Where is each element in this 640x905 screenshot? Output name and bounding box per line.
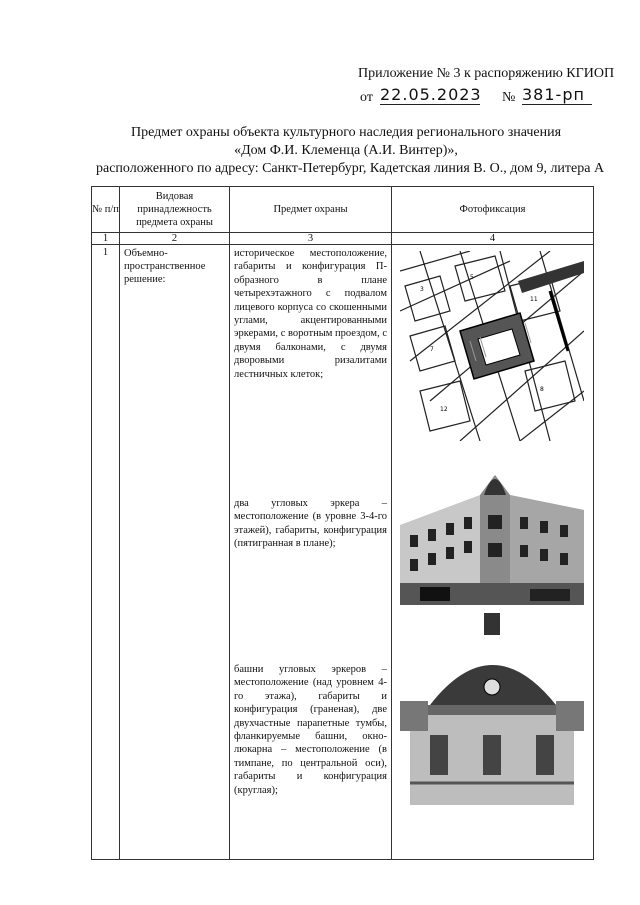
building-facade-photo (400, 455, 584, 605)
column-number-row (92, 233, 594, 245)
table-header-row (92, 187, 594, 233)
subject-item: историческое местоположение, габариты и конфигурация П-образного в плане четырехэтажного с подвалом лицевого корпуса со скошенными углами, акцентированными эркерами, с воротным проездом, с двумя балконами, с двумя дворовыми ризалитами лестничных клеток; (234, 248, 387, 380)
title-line-1: Предмет охраны объекта культурного наследия регионального значения (130, 125, 562, 140)
order-reference-line (360, 85, 592, 108)
header-subject: Предмет охраны (230, 187, 392, 233)
svg-text:8: 8 (540, 386, 544, 393)
table-row (92, 245, 594, 860)
subject-item: башни угловых эркеров – местоположение (над уровнем 4-го этажа), габариты и конфигурация (граненая), две двухчастные парапетные тумбы, фланкируемые башни, окно-люкарна – местоположение (в тимпане, по центральной оси), габариты и конфигурация (круглая); (234, 664, 387, 796)
column-number: 2 (120, 233, 230, 245)
svg-text:12: 12 (440, 406, 448, 413)
title-line-3: расположенного по адресу: Санкт-Петербург, Кадетская линия В. О., дом 9, литера А (96, 161, 605, 176)
row-subject-cell (230, 245, 392, 860)
svg-text:3: 3 (420, 286, 424, 293)
row-category: Объемно-пространственное решение: (120, 245, 230, 860)
document-title (96, 124, 605, 178)
svg-text:5: 5 (470, 274, 474, 281)
column-number: 4 (392, 233, 594, 245)
row-number: 1 (92, 245, 120, 860)
order-date: 22.05.2023 (380, 85, 482, 104)
column-number: 3 (230, 233, 392, 245)
order-number: 381-рп (522, 86, 592, 105)
title-line-2: «Дом Ф.И. Клеменца (А.И. Винтер)», (234, 143, 458, 158)
protection-table (91, 186, 594, 860)
svg-text:11: 11 (530, 296, 538, 303)
number-label: № (502, 90, 516, 105)
subject-item: два угловых эркера – местоположение (в уровне 3-4-го этажей), габариты, конфигурация (пятигранная в плане); (234, 498, 387, 550)
corner-tower-photo (400, 605, 584, 805)
svg-text:7: 7 (430, 346, 434, 353)
from-label: от (360, 90, 373, 105)
column-number: 1 (92, 233, 120, 245)
row-photo-cell (392, 245, 594, 860)
map-plan-photo (400, 251, 584, 441)
header-category: Видовая принадлежность предмета охраны (120, 187, 230, 233)
header-number: № п/п (92, 187, 120, 233)
appendix-reference: Приложение № 3 к распоряжению КГИОП (358, 66, 615, 81)
header-photo: Фотофиксация (392, 187, 594, 233)
